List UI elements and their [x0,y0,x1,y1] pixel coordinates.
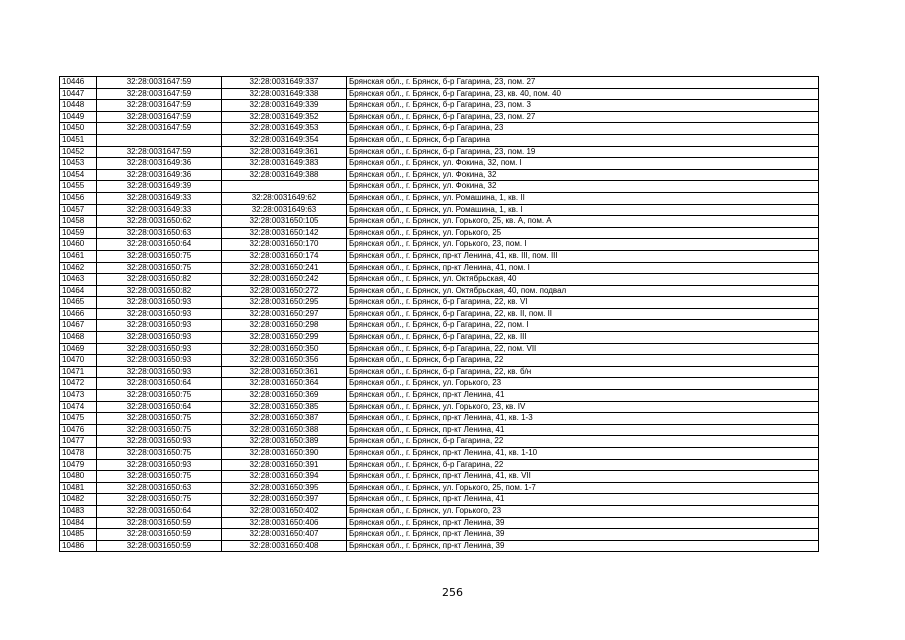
row-number-cell: 10472 [60,378,97,390]
address-cell: Брянская обл., г. Брянск, пр-кт Ленина, 41 [347,424,819,436]
parcel-number-cell: 32:28:0031649:33 [97,192,222,204]
address-cell: Брянская обл., г. Брянск, б-р Гагарина, 22, пом. VII [347,343,819,355]
address-cell: Брянская обл., г. Брянск, б-р Гагарина, 22 [347,355,819,367]
row-number-cell: 10465 [60,297,97,309]
parcel-number-cell: 32:28:0031650:93 [97,355,222,367]
row-number-cell: 10449 [60,111,97,123]
parcel-number-cell: 32:28:0031650:64 [97,401,222,413]
parcel-number-cell: 32:28:0031650:64 [97,239,222,251]
address-cell: Брянская обл., г. Брянск, б-р Гагарина, 23, пом. 27 [347,111,819,123]
row-number-cell: 10483 [60,505,97,517]
object-number-cell [222,181,347,193]
address-cell: Брянская обл., г. Брянск, ул. Фокина, 32 [347,169,819,181]
row-number-cell: 10479 [60,459,97,471]
parcel-number-cell: 32:28:0031650:82 [97,274,222,286]
row-number-cell: 10481 [60,482,97,494]
address-cell: Брянская обл., г. Брянск, ул. Ромашина, 1, кв. II [347,192,819,204]
row-number-cell: 10451 [60,134,97,146]
table-row [60,134,819,146]
address-cell: Брянская обл., г. Брянск, б-р Гагарина, 22, пом. I [347,320,819,332]
table-row [60,308,819,320]
parcel-number-cell: 32:28:0031650:59 [97,529,222,541]
registry-table-body [60,77,819,552]
address-cell: Брянская обл., г. Брянск, б-р Гагарина, 23, пом. 27 [347,77,819,89]
table-row [60,343,819,355]
object-number-cell: 32:28:0031650:390 [222,448,347,460]
object-number-cell: 32:28:0031649:339 [222,100,347,112]
table-row [60,204,819,216]
parcel-number-cell: 32:28:0031649:33 [97,204,222,216]
parcel-number-cell: 32:28:0031650:75 [97,250,222,262]
address-cell: Брянская обл., г. Брянск, пр-кт Ленина, 41, кв. 1-3 [347,413,819,425]
address-cell: Брянская обл., г. Брянск, пр-кт Ленина, 41, кв. VII [347,471,819,483]
table-row [60,459,819,471]
address-cell: Брянская обл., г. Брянск, б-р Гагарина, 22 [347,436,819,448]
object-number-cell: 32:28:0031650:350 [222,343,347,355]
table-row [60,100,819,112]
table-row [60,540,819,552]
object-number-cell: 32:28:0031650:174 [222,250,347,262]
object-number-cell: 32:28:0031649:338 [222,88,347,100]
address-cell: Брянская обл., г. Брянск, б-р Гагарина, 23, пом. 3 [347,100,819,112]
address-cell: Брянская обл., г. Брянск, пр-кт Ленина, 41 [347,494,819,506]
table-row [60,436,819,448]
address-cell: Брянская обл., г. Брянск, ул. Горького, 25, пом. 1-7 [347,482,819,494]
object-number-cell: 32:28:0031650:406 [222,517,347,529]
object-number-cell: 32:28:0031650:397 [222,494,347,506]
object-number-cell: 32:28:0031649:383 [222,158,347,170]
parcel-number-cell: 32:28:0031647:59 [97,88,222,100]
address-cell: Брянская обл., г. Брянск, б-р Гагарина, 22, кв. III [347,332,819,344]
object-number-cell: 32:28:0031650:364 [222,378,347,390]
address-cell: Брянская обл., г. Брянск, пр-кт Ленина, 39 [347,529,819,541]
table-row [60,181,819,193]
row-number-cell: 10453 [60,158,97,170]
object-number-cell: 32:28:0031650:361 [222,366,347,378]
parcel-number-cell: 32:28:0031650:93 [97,436,222,448]
table-row [60,123,819,135]
table-row [60,77,819,89]
object-number-cell: 32:28:0031650:105 [222,216,347,228]
table-row [60,274,819,286]
parcel-number-cell: 32:28:0031650:93 [97,297,222,309]
address-cell: Брянская обл., г. Брянск, б-р Гагарина, 22, кв. VI [347,297,819,309]
table-row [60,169,819,181]
parcel-number-cell: 32:28:0031650:63 [97,227,222,239]
table-row [60,424,819,436]
table-row [60,401,819,413]
table-row [60,332,819,344]
table-row [60,111,819,123]
object-number-cell: 32:28:0031650:295 [222,297,347,309]
row-number-cell: 10456 [60,192,97,204]
table-row [60,262,819,274]
object-number-cell: 32:28:0031650:299 [222,332,347,344]
parcel-number-cell: 32:28:0031650:59 [97,540,222,552]
row-number-cell: 10458 [60,216,97,228]
object-number-cell: 32:28:0031650:391 [222,459,347,471]
address-cell: Брянская обл., г. Брянск, пр-кт Ленина, 41, пом. I [347,262,819,274]
parcel-number-cell: 32:28:0031650:93 [97,459,222,471]
row-number-cell: 10457 [60,204,97,216]
parcel-number-cell: 32:28:0031650:59 [97,517,222,529]
table-row [60,482,819,494]
address-cell: Брянская обл., г. Брянск, ул. Ромашина, 1, кв. I [347,204,819,216]
object-number-cell: 32:28:0031649:63 [222,204,347,216]
row-number-cell: 10463 [60,274,97,286]
parcel-number-cell: 32:28:0031650:93 [97,332,222,344]
row-number-cell: 10475 [60,413,97,425]
parcel-number-cell [97,134,222,146]
parcel-number-cell: 32:28:0031647:59 [97,77,222,89]
address-cell: Брянская обл., г. Брянск, ул. Горького, 23 [347,505,819,517]
table-row [60,413,819,425]
object-number-cell: 32:28:0031650:394 [222,471,347,483]
address-cell: Брянская обл., г. Брянск, ул. Горького, 25, кв. А, пом. А [347,216,819,228]
table-row [60,227,819,239]
object-number-cell: 32:28:0031649:337 [222,77,347,89]
row-number-cell: 10461 [60,250,97,262]
parcel-number-cell: 32:28:0031650:75 [97,413,222,425]
object-number-cell: 32:28:0031650:242 [222,274,347,286]
row-number-cell: 10459 [60,227,97,239]
parcel-number-cell: 32:28:0031649:36 [97,169,222,181]
table-row [60,250,819,262]
row-number-cell: 10462 [60,262,97,274]
parcel-number-cell: 32:28:0031650:62 [97,216,222,228]
row-number-cell: 10474 [60,401,97,413]
address-cell: Брянская обл., г. Брянск, пр-кт Ленина, 41 [347,390,819,402]
parcel-number-cell: 32:28:0031650:93 [97,308,222,320]
parcel-number-cell: 32:28:0031650:64 [97,505,222,517]
address-cell: Брянская обл., г. Брянск, б-р Гагарина, 23 [347,123,819,135]
row-number-cell: 10486 [60,540,97,552]
object-number-cell: 32:28:0031650:385 [222,401,347,413]
table-row [60,505,819,517]
parcel-number-cell: 32:28:0031647:59 [97,123,222,135]
address-cell: Брянская обл., г. Брянск, ул. Фокина, 32, пом. I [347,158,819,170]
table-row [60,88,819,100]
object-number-cell: 32:28:0031649:62 [222,192,347,204]
row-number-cell: 10452 [60,146,97,158]
page-number: 256 [442,586,463,599]
table-row [60,448,819,460]
object-number-cell: 32:28:0031649:352 [222,111,347,123]
object-number-cell: 32:28:0031650:241 [222,262,347,274]
parcel-number-cell: 32:28:0031650:64 [97,378,222,390]
object-number-cell: 32:28:0031650:369 [222,390,347,402]
object-number-cell: 32:28:0031649:388 [222,169,347,181]
property-registry-table [59,76,819,552]
parcel-number-cell: 32:28:0031647:59 [97,146,222,158]
table-row [60,471,819,483]
table-row [60,146,819,158]
parcel-number-cell: 32:28:0031650:75 [97,424,222,436]
object-number-cell: 32:28:0031649:361 [222,146,347,158]
object-number-cell: 32:28:0031650:297 [222,308,347,320]
table-row [60,390,819,402]
table-row [60,158,819,170]
table-row [60,494,819,506]
address-cell: Брянская обл., г. Брянск, б-р Гагарина, 23, пом. 19 [347,146,819,158]
row-number-cell: 10484 [60,517,97,529]
object-number-cell: 32:28:0031650:395 [222,482,347,494]
table-row [60,297,819,309]
object-number-cell: 32:28:0031649:354 [222,134,347,146]
object-number-cell: 32:28:0031650:389 [222,436,347,448]
address-cell: Брянская обл., г. Брянск, ул. Октябрьская, 40 [347,274,819,286]
table-row [60,517,819,529]
parcel-number-cell: 32:28:0031650:93 [97,366,222,378]
table-row [60,216,819,228]
address-cell: Брянская обл., г. Брянск, пр-кт Ленина, 41, кв. III, пом. III [347,250,819,262]
address-cell: Брянская обл., г. Брянск, ул. Горького, 23 [347,378,819,390]
address-cell: Брянская обл., г. Брянск, пр-кт Ленина, 39 [347,517,819,529]
object-number-cell: 32:28:0031650:402 [222,505,347,517]
table-row [60,320,819,332]
address-cell: Брянская обл., г. Брянск, б-р Гагарина, 22, кв. б/н [347,366,819,378]
address-cell: Брянская обл., г. Брянск, б-р Гагарина [347,134,819,146]
parcel-number-cell: 32:28:0031650:75 [97,448,222,460]
row-number-cell: 10467 [60,320,97,332]
address-cell: Брянская обл., г. Брянск, б-р Гагарина, 22, кв. II, пом. II [347,308,819,320]
row-number-cell: 10447 [60,88,97,100]
parcel-number-cell: 32:28:0031650:75 [97,494,222,506]
table-row [60,378,819,390]
parcel-number-cell: 32:28:0031650:93 [97,343,222,355]
address-cell: Брянская обл., г. Брянск, б-р Гагарина, 23, кв. 40, пом. 40 [347,88,819,100]
parcel-number-cell: 32:28:0031647:59 [97,111,222,123]
row-number-cell: 10485 [60,529,97,541]
parcel-number-cell: 32:28:0031650:93 [97,320,222,332]
object-number-cell: 32:28:0031650:388 [222,424,347,436]
row-number-cell: 10448 [60,100,97,112]
table-row [60,192,819,204]
address-cell: Брянская обл., г. Брянск, ул. Горького, 25 [347,227,819,239]
row-number-cell: 10478 [60,448,97,460]
row-number-cell: 10468 [60,332,97,344]
parcel-number-cell: 32:28:0031650:75 [97,471,222,483]
parcel-number-cell: 32:28:0031650:75 [97,262,222,274]
row-number-cell: 10466 [60,308,97,320]
object-number-cell: 32:28:0031650:272 [222,285,347,297]
table-row [60,285,819,297]
object-number-cell: 32:28:0031650:170 [222,239,347,251]
address-cell: Брянская обл., г. Брянск, ул. Горького, 23, пом. I [347,239,819,251]
row-number-cell: 10455 [60,181,97,193]
object-number-cell: 32:28:0031650:298 [222,320,347,332]
row-number-cell: 10471 [60,366,97,378]
row-number-cell: 10446 [60,77,97,89]
row-number-cell: 10460 [60,239,97,251]
object-number-cell: 32:28:0031650:407 [222,529,347,541]
row-number-cell: 10473 [60,390,97,402]
parcel-number-cell: 32:28:0031650:75 [97,390,222,402]
row-number-cell: 10470 [60,355,97,367]
row-number-cell: 10469 [60,343,97,355]
row-number-cell: 10464 [60,285,97,297]
object-number-cell: 32:28:0031650:387 [222,413,347,425]
row-number-cell: 10482 [60,494,97,506]
row-number-cell: 10454 [60,169,97,181]
object-number-cell: 32:28:0031650:356 [222,355,347,367]
object-number-cell: 32:28:0031650:408 [222,540,347,552]
parcel-number-cell: 32:28:0031650:82 [97,285,222,297]
row-number-cell: 10476 [60,424,97,436]
row-number-cell: 10450 [60,123,97,135]
address-cell: Брянская обл., г. Брянск, пр-кт Ленина, 39 [347,540,819,552]
row-number-cell: 10477 [60,436,97,448]
row-number-cell: 10480 [60,471,97,483]
object-number-cell: 32:28:0031649:353 [222,123,347,135]
address-cell: Брянская обл., г. Брянск, ул. Октябрьская, 40, пом. подвал [347,285,819,297]
parcel-number-cell: 32:28:0031649:36 [97,158,222,170]
object-number-cell: 32:28:0031650:142 [222,227,347,239]
address-cell: Брянская обл., г. Брянск, б-р Гагарина, 22 [347,459,819,471]
table-row [60,529,819,541]
address-cell: Брянская обл., г. Брянск, ул. Фокина, 32 [347,181,819,193]
parcel-number-cell: 32:28:0031649:39 [97,181,222,193]
address-cell: Брянская обл., г. Брянск, пр-кт Ленина, 41, кв. 1-10 [347,448,819,460]
table-row [60,355,819,367]
parcel-number-cell: 32:28:0031650:63 [97,482,222,494]
parcel-number-cell: 32:28:0031647:59 [97,100,222,112]
table-row [60,366,819,378]
table-row [60,239,819,251]
address-cell: Брянская обл., г. Брянск, ул. Горького, 23, кв. IV [347,401,819,413]
